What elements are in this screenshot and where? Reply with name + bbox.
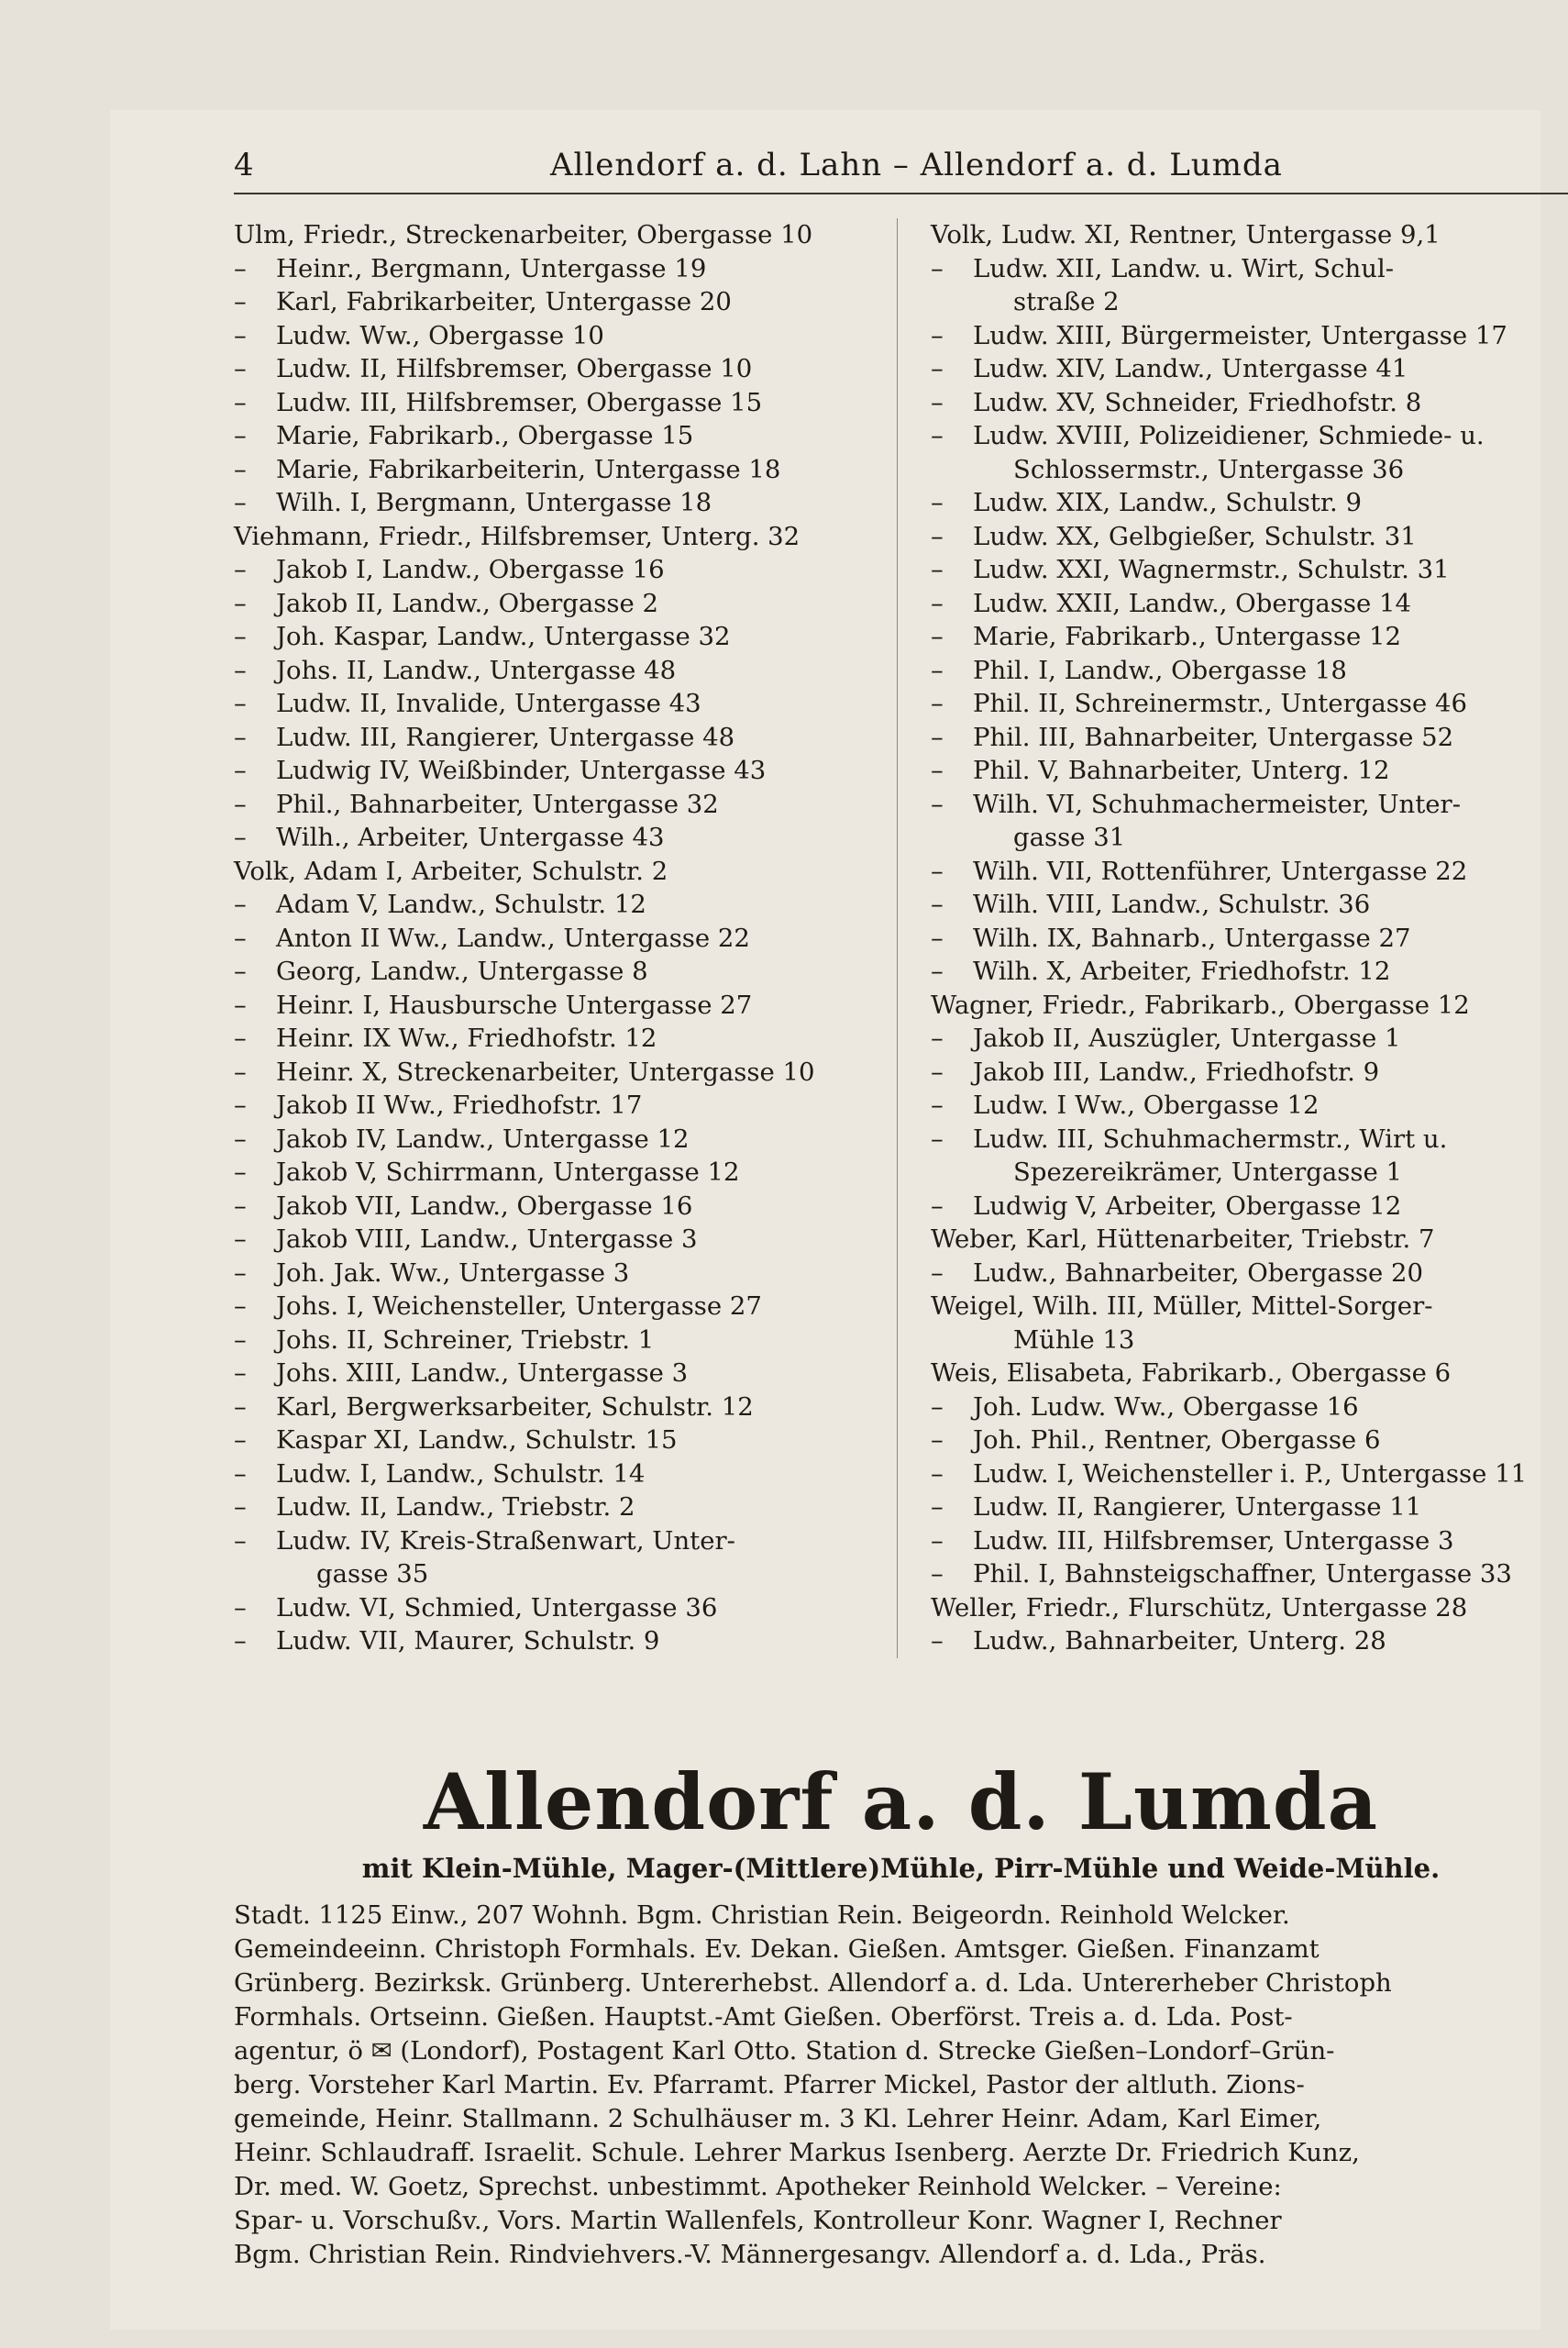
directory-entry (234, 855, 894, 889)
directory-entry (931, 989, 1563, 1023)
directory-entry (931, 1357, 1563, 1390)
ditto-dash: – (234, 1626, 247, 1656)
directory-entry (234, 989, 894, 1023)
directory-entry (931, 1257, 1563, 1290)
ditto-dash: – (234, 1458, 247, 1489)
entry-text: Viehmann, Friedr., Hilfsbremser, Unterg. 32 (234, 521, 801, 551)
directory-entry (931, 486, 1563, 520)
entry-text: Heinr. I, Hausbursche Untergasse 27 (276, 990, 753, 1020)
ditto-dash: – (931, 354, 944, 383)
ditto-dash: – (931, 756, 944, 785)
entry-text: Ludw. III, Rangierer, Untergasse 48 (276, 722, 735, 752)
running-title: Allendorf a. d. Lahn – Allendorf a. d. Lumda (550, 147, 1283, 183)
directory-entry (234, 1190, 894, 1224)
directory-entry (234, 1490, 894, 1524)
ditto-dash: – (234, 354, 247, 383)
directory-entry (234, 419, 894, 453)
ditto-dash: – (234, 1057, 247, 1087)
entry-text: Ludw. II, Hilfsbremser, Obergasse 10 (276, 354, 753, 383)
directory-entry (931, 1022, 1563, 1056)
entry-text: Ludw. XXII, Landw., Obergasse 14 (973, 588, 1411, 618)
ditto-dash: – (931, 655, 944, 685)
directory-entry (234, 1591, 894, 1625)
entry-text: Jakob II, Landw., Obergasse 2 (276, 588, 658, 618)
directory-entry (234, 252, 894, 286)
ditto-dash: – (931, 923, 944, 953)
ditto-dash: – (234, 957, 247, 986)
entry-text: Phil., Bahnarbeiter, Untergasse 32 (276, 789, 719, 819)
body-line: berg. Vorsteher Karl Martin. Ev. Pfarramt. Pfarrer Mickel, Pastor der altluth. Zions- (234, 2070, 1305, 2099)
ditto-dash: – (931, 856, 944, 886)
entry-text: Jakob VII, Landw., Obergasse 16 (276, 1191, 693, 1221)
directory-entry (234, 553, 894, 587)
body-line: gemeinde, Heinr. Stallmann. 2 Schulhäuser m. 3 Kl. Lehrer Heinr. Adam, Karl Eimer, (234, 2104, 1322, 2133)
ditto-dash: – (234, 689, 247, 718)
directory-entry (234, 520, 894, 554)
directory-entry (931, 1324, 1563, 1357)
directory-entry (931, 788, 1563, 822)
entry-text: Ludw. I, Weichensteller i. P., Untergasse 11 (973, 1458, 1528, 1489)
ditto-dash: – (234, 1024, 247, 1053)
directory-entry (234, 1223, 894, 1257)
directory-entry (931, 1524, 1563, 1558)
body-line: Bgm. Christian Rein. Rindviehvers.-V. Männergesangv. Allendorf a. d. Lda., Präs. (234, 2240, 1266, 2269)
ditto-dash: – (234, 655, 247, 685)
directory-entry (931, 1056, 1563, 1090)
directory-entry (931, 319, 1563, 353)
entry-text: Joh. Ludw. Ww., Obergasse 16 (973, 1391, 1359, 1422)
body-line: Stadt. 1125 Einw., 207 Wohnh. Bgm. Christian Rein. Beigeordn. Reinhold Welcker. (234, 1900, 1290, 1930)
ditto-dash: – (931, 1191, 944, 1221)
directory-entry (234, 1457, 894, 1491)
entry-text: straße 2 (1013, 287, 1120, 316)
ditto-dash: – (234, 320, 247, 350)
ditto-dash: – (234, 789, 247, 819)
entry-text: Wilh. I, Bergmann, Untergasse 18 (276, 488, 712, 517)
directory-entry (931, 453, 1563, 487)
directory-entry (234, 587, 894, 621)
directory-entry (234, 319, 894, 353)
directory-entry (234, 955, 894, 989)
ditto-dash: – (234, 1091, 247, 1120)
entry-text: Wilh., Arbeiter, Untergasse 43 (276, 823, 665, 852)
ditto-dash: – (931, 890, 944, 919)
directory-entry (234, 888, 894, 922)
directory-entry (234, 1324, 894, 1357)
entry-text: Ludw. XX, Gelbgießer, Schulstr. 31 (973, 521, 1417, 551)
ditto-dash: – (931, 253, 944, 283)
entry-text: Georg, Landw., Untergasse 8 (276, 957, 648, 986)
running-head (234, 147, 1568, 193)
entry-text: Ludw. III, Hilfsbremser, Obergasse 15 (276, 387, 763, 417)
ditto-dash: – (931, 1091, 944, 1120)
ditto-dash: – (234, 622, 247, 651)
ditto-dash: – (234, 990, 247, 1020)
directory-entry (931, 1390, 1563, 1424)
directory-entry (931, 654, 1563, 688)
directory-entry (234, 821, 894, 855)
entry-text: Ludw. XIX, Landw., Schulstr. 9 (973, 488, 1363, 517)
entry-text: Wilh. VIII, Landw., Schulstr. 36 (973, 890, 1371, 919)
ditto-dash: – (931, 1559, 944, 1589)
ditto-dash: – (234, 923, 247, 953)
entry-text: Ludw. VI, Schmied, Untergasse 36 (276, 1592, 718, 1623)
ditto-dash: – (234, 287, 247, 316)
ditto-dash: – (234, 454, 247, 484)
body-line: Grünberg. Bezirksk. Grünberg. Untererhebst. Allendorf a. d. Lda. Untererheber Christoph (234, 1968, 1392, 1998)
entry-text: Ludw. I Ww., Obergasse 12 (973, 1091, 1320, 1120)
entry-text: Phil. III, Bahnarbeiter, Untergasse 52 (973, 722, 1454, 752)
directory-entry (931, 285, 1563, 319)
entry-text: Johs. II, Schreiner, Triebstr. 1 (276, 1324, 655, 1355)
directory-entry (234, 754, 894, 788)
body-line: Spar- u. Vorschußv., Vors. Martin Wallenfels, Kontrolleur Konr. Wagner I, Rechner (234, 2206, 1282, 2235)
ditto-dash: – (931, 1124, 944, 1154)
ditto-dash: – (931, 1425, 944, 1455)
ditto-dash: – (234, 1157, 247, 1187)
ditto-dash: – (234, 421, 247, 450)
left-column (234, 218, 894, 1658)
ditto-dash: – (931, 622, 944, 651)
ditto-dash: – (234, 1425, 247, 1455)
entry-text: Ludw. II, Rangierer, Untergasse 11 (973, 1492, 1422, 1522)
entry-text: Ludw., Bahnarbeiter, Unterg. 28 (973, 1626, 1386, 1656)
entry-text: Johs. II, Landw., Untergasse 48 (276, 655, 677, 685)
ditto-dash: – (931, 1492, 944, 1522)
ditto-dash: – (234, 1191, 247, 1221)
entry-text: Johs. XIII, Landw., Untergasse 3 (276, 1358, 689, 1388)
directory-entry (234, 1056, 894, 1090)
ditto-dash: – (931, 957, 944, 986)
entry-text: Ludw., Bahnarbeiter, Obergasse 20 (973, 1257, 1424, 1288)
entry-text: Johs. I, Weichensteller, Untergasse 27 (276, 1291, 762, 1321)
directory-entry (931, 553, 1563, 587)
directory-entry (234, 1290, 894, 1324)
directory-entry (234, 1524, 894, 1558)
entry-text: Ludwig IV, Weißbinder, Untergasse 43 (276, 756, 767, 785)
entry-text: Ludw. I, Landw., Schulstr. 14 (276, 1458, 646, 1489)
entry-text: Phil. I, Landw., Obergasse 18 (973, 655, 1347, 685)
directory-entry (234, 1423, 894, 1457)
ditto-dash: – (931, 1525, 944, 1556)
directory-entry (234, 386, 894, 420)
directory-entry (931, 1490, 1563, 1524)
entry-text: Jakob VIII, Landw., Untergasse 3 (276, 1224, 698, 1254)
header-rule (234, 193, 1568, 194)
directory-entry (931, 821, 1563, 855)
directory-entry (931, 587, 1563, 621)
directory-entry (931, 1591, 1563, 1625)
directory-entry (931, 922, 1563, 956)
ditto-dash: – (234, 1492, 247, 1522)
ditto-dash: – (234, 823, 247, 852)
entry-text: Ludw. XVIII, Polizeidiener, Schmiede- u. (973, 421, 1485, 450)
section-heading: Allendorf a. d. Lumda (423, 1756, 1379, 1847)
entry-text: Volk, Adam I, Arbeiter, Schulstr. 2 (234, 856, 668, 886)
entry-text: Heinr. X, Streckenarbeiter, Untergasse 10 (276, 1057, 815, 1087)
ditto-dash: – (234, 1525, 247, 1556)
ditto-dash: – (931, 1257, 944, 1288)
ditto-dash: – (931, 488, 944, 517)
directory-entry (234, 285, 894, 319)
entry-text: Schlossermstr., Untergasse 36 (1013, 454, 1405, 484)
entry-text: Ludw. XIII, Bürgermeister, Untergasse 17 (973, 320, 1507, 350)
body-line: Gemeindeeinn. Christoph Formhals. Ev. Dekan. Gießen. Amtsger. Gießen. Finanzamt (234, 1934, 1320, 1964)
ditto-dash: – (234, 1291, 247, 1321)
directory-entry (234, 1624, 894, 1658)
entry-text: Jakob I, Landw., Obergasse 16 (276, 555, 665, 584)
entry-text: Joh. Kaspar, Landw., Untergasse 32 (276, 622, 731, 651)
ditto-dash: – (931, 387, 944, 417)
entry-text: Jakob V, Schirrmann, Untergasse 12 (276, 1157, 740, 1187)
ditto-dash: – (931, 555, 944, 584)
directory-entry (931, 1457, 1563, 1491)
ditto-dash: – (234, 1324, 247, 1355)
directory-entry (234, 1156, 894, 1190)
entry-text: Ludw. VII, Maurer, Schulstr. 9 (276, 1626, 660, 1656)
ditto-dash: – (234, 1224, 247, 1254)
entry-text: Wilh. IX, Bahnarb., Untergasse 27 (973, 923, 1411, 953)
entry-text: Jakob II Ww., Friedhofstr. 17 (276, 1091, 643, 1120)
body-line: agentur, ö ✉ (Londorf), Postagent Karl Otto. Station d. Strecke Gießen–Londorf–Grün- (234, 2036, 1335, 2066)
directory-entry (234, 654, 894, 688)
body-line: Heinr. Schlaudraff. Israelit. Schule. Lehrer Markus Isenberg. Aerzte Dr. Friedrich Kunz, (234, 2138, 1360, 2167)
entry-text: Ludwig V, Arbeiter, Obergasse 12 (973, 1191, 1402, 1221)
ditto-dash: – (931, 1024, 944, 1053)
ditto-dash: – (931, 1458, 944, 1489)
ditto-dash: – (931, 1391, 944, 1422)
ditto-dash: – (931, 1626, 944, 1656)
directory-entry (931, 687, 1563, 721)
ditto-dash: – (234, 890, 247, 919)
directory-entry (234, 1022, 894, 1056)
ditto-dash: – (234, 1124, 247, 1154)
entry-text: Marie, Fabrikarbeiterin, Untergasse 18 (276, 454, 781, 484)
ditto-dash: – (931, 521, 944, 551)
directory-entry (234, 1089, 894, 1123)
entry-text: Ludw. XV, Schneider, Friedhofstr. 8 (973, 387, 1422, 417)
entry-text: Mühle 13 (1013, 1324, 1135, 1355)
entry-text: gasse 35 (316, 1559, 429, 1589)
entry-text: Anton II Ww., Landw., Untergasse 22 (276, 923, 750, 953)
entry-text: Wilh. VI, Schuhmachermeister, Unter- (973, 789, 1461, 819)
directory-entry (234, 788, 894, 822)
entry-text: Heinr., Bergmann, Untergasse 19 (276, 253, 707, 283)
directory-entry (234, 453, 894, 487)
entry-text: Phil. I, Bahnsteigschaffner, Untergasse 33 (973, 1559, 1512, 1589)
right-column (931, 218, 1563, 1658)
directory-entry (931, 419, 1563, 453)
directory-entry (931, 1290, 1563, 1324)
directory-entry (931, 1557, 1563, 1591)
entry-text: Ludw. XXI, Wagnermstr., Schulstr. 31 (973, 555, 1450, 584)
directory-entry (931, 1123, 1563, 1157)
directory-entry (931, 1156, 1563, 1190)
directory-entry (931, 754, 1563, 788)
ditto-dash: – (931, 588, 944, 618)
directory-entry (234, 922, 894, 956)
ditto-dash: – (931, 689, 944, 718)
ditto-dash: – (234, 555, 247, 584)
directory-entry (234, 687, 894, 721)
directory-entry (234, 352, 894, 386)
directory-entry (931, 1089, 1563, 1123)
directory-entry (234, 1557, 894, 1591)
directory-entry (931, 252, 1563, 286)
ditto-dash: – (931, 722, 944, 752)
ditto-dash: – (234, 722, 247, 752)
entry-text: Weller, Friedr., Flurschütz, Untergasse 28 (931, 1592, 1468, 1623)
ditto-dash: – (931, 320, 944, 350)
entry-text: Marie, Fabrikarb., Obergasse 15 (276, 421, 694, 450)
entry-text: Ludw. II, Invalide, Untergasse 43 (276, 689, 701, 718)
section-body (234, 1899, 1568, 2272)
entry-text: Karl, Bergwerksarbeiter, Schulstr. 12 (276, 1391, 754, 1422)
entry-text: Ludw. XIV, Landw., Untergasse 41 (973, 354, 1408, 383)
ditto-dash: – (931, 1057, 944, 1087)
entry-text: Weis, Elisabeta, Fabrikarb., Obergasse 6 (931, 1358, 1452, 1388)
entry-text: Weber, Karl, Hüttenarbeiter, Triebstr. 7 (931, 1224, 1435, 1254)
directory-entry (931, 620, 1563, 654)
directory-entry (931, 721, 1563, 755)
entry-text: Jakob III, Landw., Friedhofstr. 9 (973, 1057, 1380, 1087)
directory-entry (931, 855, 1563, 889)
entry-text: Ludw. III, Schuhmachermstr., Wirt u. (973, 1124, 1448, 1154)
directory-entry (931, 1223, 1563, 1257)
entry-text: Joh. Jak. Ww., Untergasse 3 (276, 1257, 630, 1288)
ditto-dash: – (234, 588, 247, 618)
entry-text: Ludw. III, Hilfsbremser, Untergasse 3 (973, 1525, 1454, 1556)
ditto-dash: – (234, 1257, 247, 1288)
entry-text: Heinr. IX Ww., Friedhofstr. 12 (276, 1024, 657, 1053)
entry-text: Phil. V, Bahnarbeiter, Unterg. 12 (973, 756, 1390, 785)
entry-text: Phil. II, Schreinermstr., Untergasse 46 (973, 689, 1467, 718)
entry-text: Joh. Phil., Rentner, Obergasse 6 (973, 1425, 1381, 1455)
body-line: Dr. med. W. Goetz, Sprechst. unbestimmt. Apotheker Reinhold Welcker. – Vereine: (234, 2172, 1282, 2201)
directory-entry (234, 218, 894, 252)
body-line: Formhals. Ortseinn. Gießen. Hauptst.-Amt Gießen. Oberförst. Treis a. d. Lda. Post- (234, 2002, 1293, 2032)
directory-entry (931, 1624, 1563, 1658)
entry-text: Kaspar XI, Landw., Schulstr. 15 (276, 1425, 678, 1455)
entry-text: Wilh. X, Arbeiter, Friedhofstr. 12 (973, 957, 1391, 986)
entry-text: Weigel, Wilh. III, Müller, Mittel-Sorger- (931, 1291, 1433, 1321)
directory-entry (234, 1390, 894, 1424)
entry-text: Ludw. XII, Landw. u. Wirt, Schul- (973, 253, 1395, 283)
ditto-dash: – (234, 488, 247, 517)
entry-text: gasse 31 (1013, 823, 1126, 852)
entry-text: Ludw. IV, Kreis-Straßenwart, Unter- (276, 1525, 735, 1556)
entry-text: Adam V, Landw., Schulstr. 12 (276, 890, 646, 919)
entry-text: Marie, Fabrikarb., Untergasse 12 (973, 622, 1402, 651)
ditto-dash: – (234, 387, 247, 417)
page-number: 4 (234, 147, 254, 183)
ditto-dash: – (234, 756, 247, 785)
entry-text: Ludw. II, Landw., Triebstr. 2 (276, 1492, 635, 1522)
directory-entry (931, 386, 1563, 420)
entry-text: Wilh. VII, Rottenführer, Untergasse 22 (973, 856, 1468, 886)
entry-text: Jakob IV, Landw., Untergasse 12 (276, 1124, 690, 1154)
ditto-dash: – (931, 789, 944, 819)
directory-entry (234, 1123, 894, 1157)
entry-text: Wagner, Friedr., Fabrikarb., Obergasse 12 (931, 990, 1470, 1020)
entry-text: Spezereikrämer, Untergasse 1 (1013, 1157, 1402, 1187)
ditto-dash: – (234, 1592, 247, 1623)
entry-text: Volk, Ludw. XI, Rentner, Untergasse 9,1 (931, 220, 1441, 249)
directory-entry (931, 1190, 1563, 1224)
ditto-dash: – (234, 1391, 247, 1422)
ditto-dash: – (931, 421, 944, 450)
directory-entry (931, 955, 1563, 989)
entry-text: Karl, Fabrikarbeiter, Untergasse 20 (276, 287, 732, 316)
directory-entry (931, 352, 1563, 386)
entry-text: Ludw. Ww., Obergasse 10 (276, 320, 604, 350)
directory-entry (234, 620, 894, 654)
section-subheading: mit Klein-Mühle, Mager-(Mittlere)Mühle, Pirr-Mühle und Weide-Mühle. (361, 1853, 1441, 1884)
directory-entry (931, 1423, 1563, 1457)
directory-entry (931, 218, 1563, 252)
column-divider (897, 218, 898, 1658)
entry-text: Jakob II, Auszügler, Untergasse 1 (973, 1024, 1401, 1053)
ditto-dash: – (234, 1358, 247, 1388)
directory-entry (234, 1257, 894, 1290)
ditto-dash: – (234, 253, 247, 283)
directory-entry (931, 520, 1563, 554)
directory-entry (234, 721, 894, 755)
directory-entry (931, 888, 1563, 922)
entry-text: Ulm, Friedr., Streckenarbeiter, Obergasse 10 (234, 220, 813, 249)
directory-entry (234, 486, 894, 520)
directory-entry (234, 1357, 894, 1390)
